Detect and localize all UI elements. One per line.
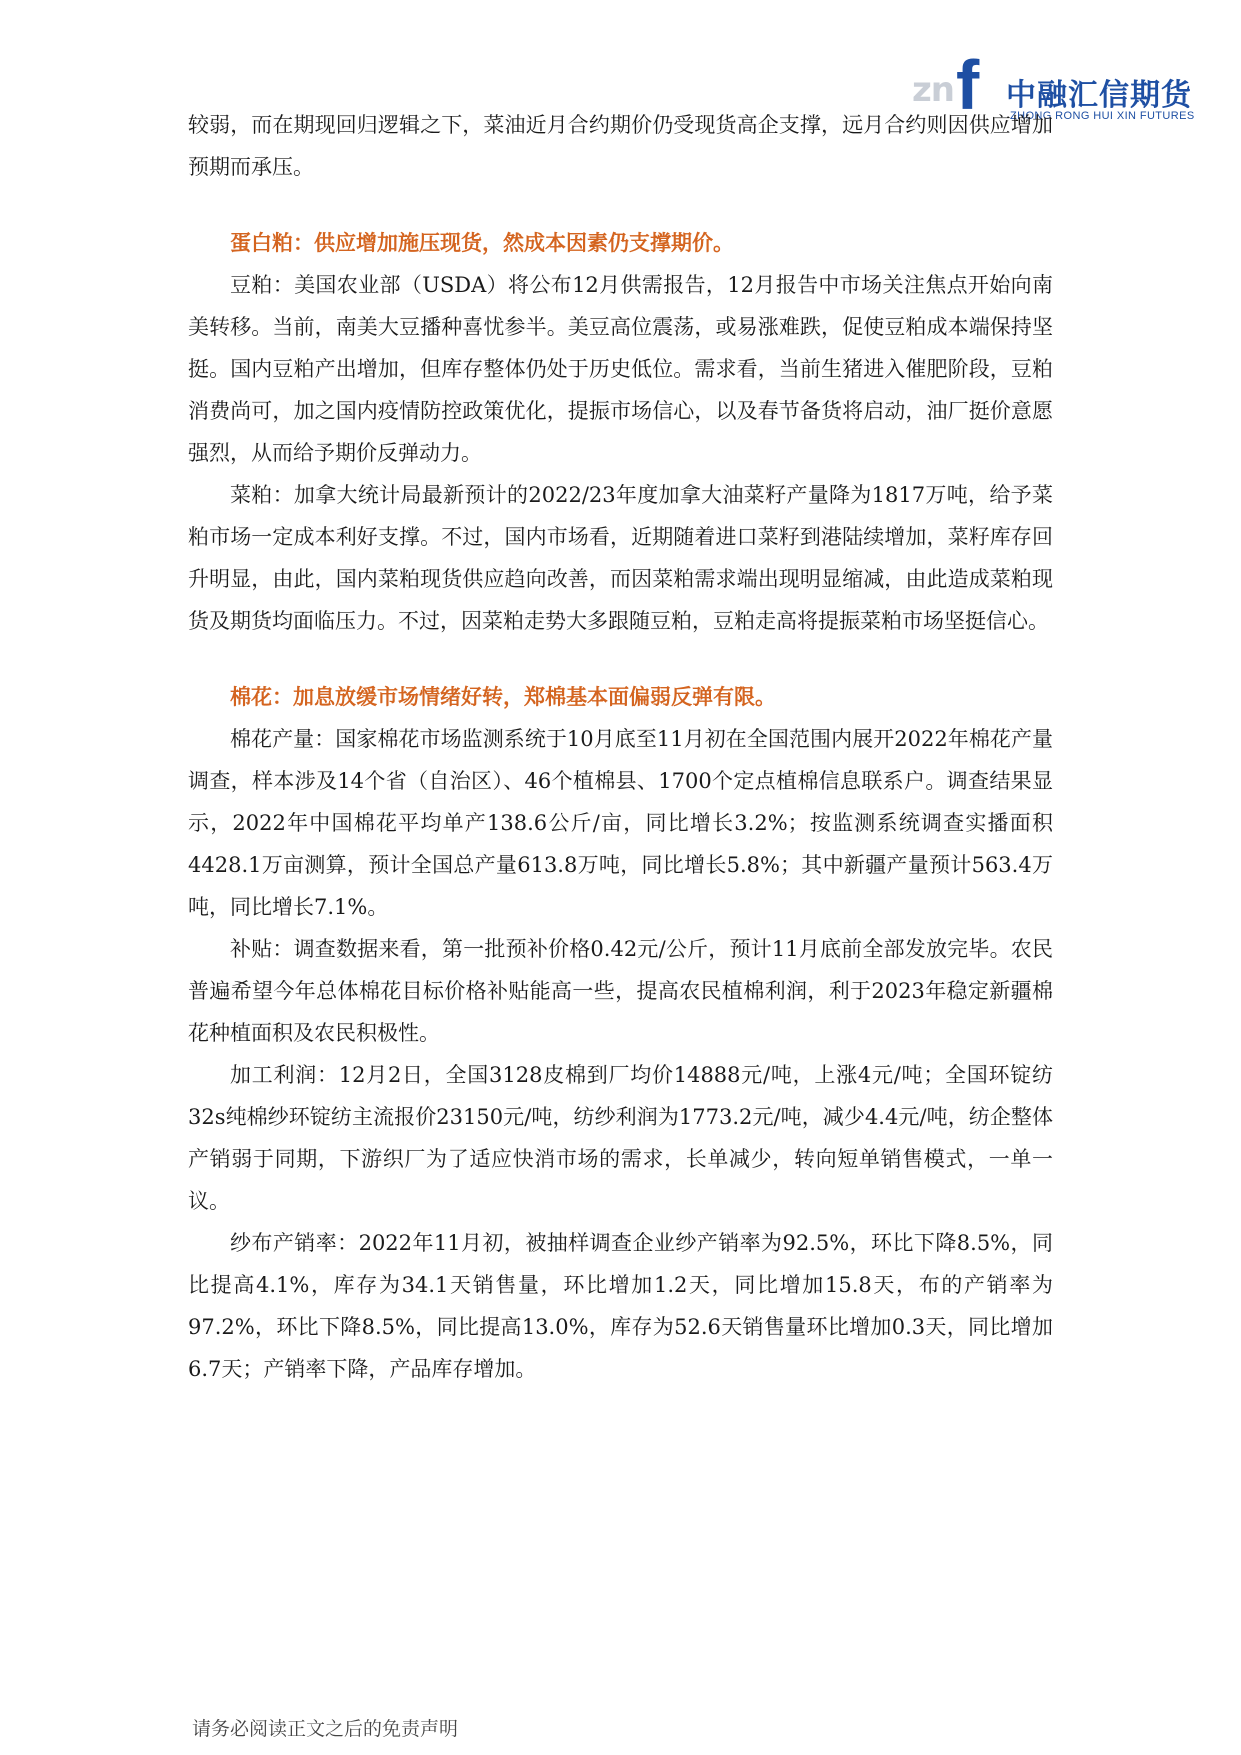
paragraph-processing-profit: 加工利润：12月2日，全国3128皮棉到厂均价14888元/吨，上涨4元/吨；全国环锭纺32s纯棉纱环锭纺主流报价23150元/吨，纺纱利润为1773.2元/吨，减少4.4元/吨，纺企整体产销弱于同期，下游织厂为了适应快消市场的需求，长单减少，转向短单销售模式，一单一议。 xyxy=(188,1063,1053,1213)
document-body xyxy=(188,104,1053,1390)
paragraph-rapeseed-meal: 菜粕：加拿大统计局最新预计的2022/23年度加拿大油菜籽产量降为1817万吨，给予菜粕市场一定成本利好支撑。不过，国内市场看，近期随着进口菜籽到港陆续增加，菜籽库存回升明显，由此，国内菜粕现货供应趋向改善，而因菜粕需求端出现明显缩减，由此造成菜粕现货及期货均面临压力。不过，因菜粕走势大多跟随豆粕，豆粕走高将提振菜粕市场坚挺信心。 xyxy=(188,483,1053,633)
footer-disclaimer: 请务必阅读正文之后的免责声明 xyxy=(192,1718,459,1740)
logo-f-mark: f xyxy=(956,46,980,124)
paragraph-cotton-output: 棉花产量：国家棉花市场监测系统于10月底至11月初在全国范围内展开2022年棉花产量调查，样本涉及14个省（自治区）、46个植棉县、1700个定点植棉信息联系户。调查结果显示，2022年中国棉花平均单产138.6公斤/亩，同比增长3.2%；按监测系统调查实播面积4428.1万亩测算，预计全国总产量613.8万吨，同比增长5.8%；其中新疆产量预计563.4万吨，同比增长7.1%。 xyxy=(188,727,1053,919)
logo-mark: zn xyxy=(912,70,954,110)
paragraph-subsidy: 补贴：调查数据来看，第一批预补价格0.42元/公斤，预计11月底前全部发放完毕。农民普遍希望今年总体棉花目标价格补贴能高一些，提高农民植棉利润，利于2023年稳定新疆棉花种植面积及农民积极性。 xyxy=(188,937,1053,1045)
paragraph-yarn-cloth-sales: 纱布产销率：2022年11月初，被抽样调查企业纱产销率为92.5%，环比下降8.5%，同比提高4.1%，库存为34.1天销售量，环比增加1.2天，同比增加15.8天，布的产销率为97.2%，环比下降8.5%，同比提高13.0%，库存为52.6天销售量环比增加0.3天，同比增加6.7天；产销率下降，产品库存增加。 xyxy=(188,1231,1053,1381)
section-heading-cotton: 棉花：加息放缓市场情绪好转，郑棉基本面偏弱反弹有限。 xyxy=(230,685,776,709)
logo-company-name-cn: 中融汇信期货 xyxy=(1006,78,1192,113)
intro-paragraph: 较弱，而在期现回归逻辑之下，菜油近月合约期价仍受现货高企支撑，远月合约则因供应增加预期而承压。 xyxy=(188,113,1053,179)
section-heading-protein-meal: 蛋白粕：供应增加施压现货，然成本因素仍支撑期价。 xyxy=(230,231,734,255)
paragraph-soymeal: 豆粕：美国农业部（USDA）将公布12月供需报告，12月报告中市场关注焦点开始向南美转移。当前，南美大豆播种喜忧参半。美豆高位震荡，或易涨难跌，促使豆粕成本端保持坚挺。国内豆粕产出增加，但库存整体仍处于历史低位。需求看，当前生猪进入催肥阶段，豆粕消费尚可，加之国内疫情防控政策优化，提振市场信心，以及春节备货将启动，油厂挺价意愿强烈，从而给予期价反弹动力。 xyxy=(188,273,1053,465)
logo-company-name-en: ZHONG RONG HUI XIN FUTURES xyxy=(1010,110,1195,122)
